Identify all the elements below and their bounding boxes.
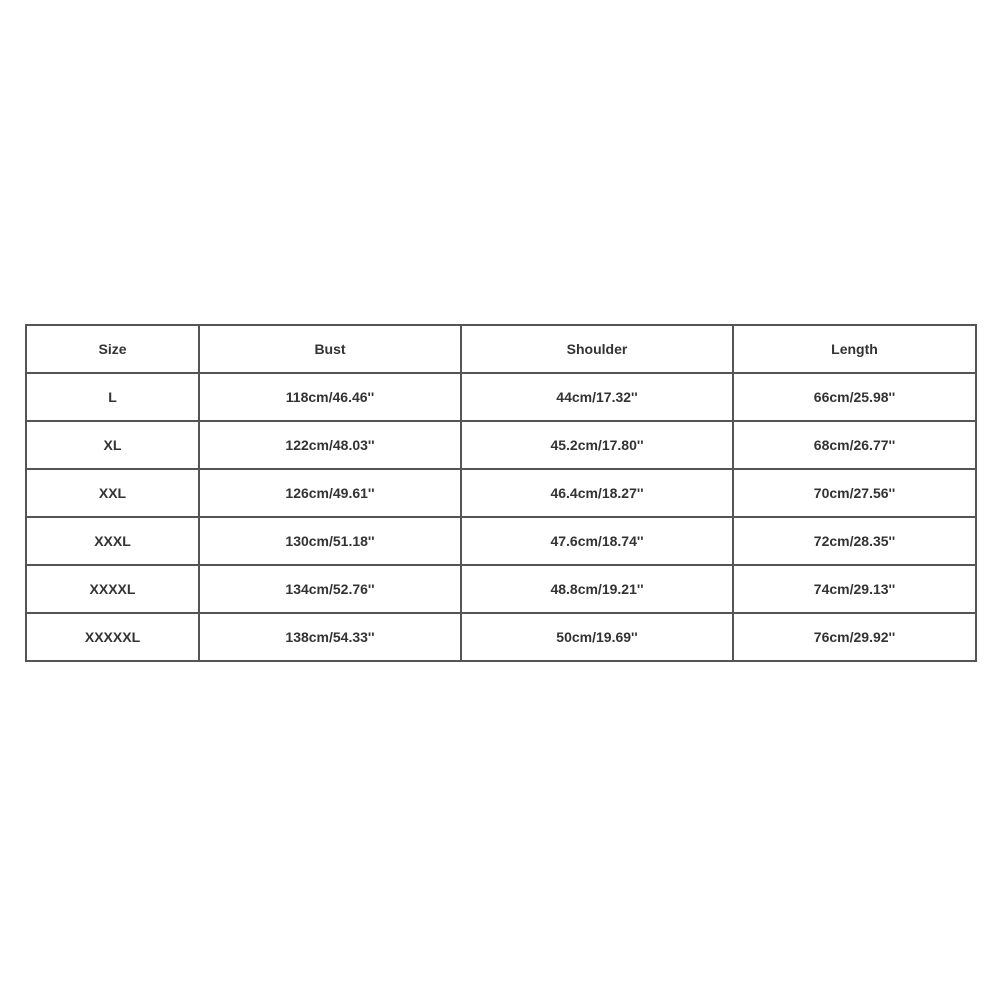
cell-bust: 138cm/54.33'' bbox=[199, 613, 461, 661]
cell-shoulder: 47.6cm/18.74'' bbox=[461, 517, 733, 565]
cell-size: XXL bbox=[26, 469, 199, 517]
cell-size: XL bbox=[26, 421, 199, 469]
header-size: Size bbox=[26, 325, 199, 373]
cell-bust: 118cm/46.46'' bbox=[199, 373, 461, 421]
table-row bbox=[26, 613, 976, 661]
cell-bust: 122cm/48.03'' bbox=[199, 421, 461, 469]
cell-length: 70cm/27.56'' bbox=[733, 469, 976, 517]
header-row bbox=[26, 325, 976, 373]
cell-shoulder: 46.4cm/18.27'' bbox=[461, 469, 733, 517]
table-row bbox=[26, 469, 976, 517]
cell-bust: 134cm/52.76'' bbox=[199, 565, 461, 613]
table-header bbox=[26, 325, 976, 373]
cell-bust: 130cm/51.18'' bbox=[199, 517, 461, 565]
table-row bbox=[26, 373, 976, 421]
cell-shoulder: 45.2cm/17.80'' bbox=[461, 421, 733, 469]
cell-length: 74cm/29.13'' bbox=[733, 565, 976, 613]
cell-size: XXXXXL bbox=[26, 613, 199, 661]
cell-shoulder: 48.8cm/19.21'' bbox=[461, 565, 733, 613]
cell-size: L bbox=[26, 373, 199, 421]
cell-length: 66cm/25.98'' bbox=[733, 373, 976, 421]
cell-length: 68cm/26.77'' bbox=[733, 421, 976, 469]
header-length: Length bbox=[733, 325, 976, 373]
cell-shoulder: 50cm/19.69'' bbox=[461, 613, 733, 661]
cell-length: 72cm/28.35'' bbox=[733, 517, 976, 565]
cell-length: 76cm/29.92'' bbox=[733, 613, 976, 661]
table-row bbox=[26, 517, 976, 565]
table-row bbox=[26, 421, 976, 469]
size-chart-table bbox=[25, 324, 977, 662]
table-row bbox=[26, 565, 976, 613]
header-shoulder: Shoulder bbox=[461, 325, 733, 373]
cell-size: XXXL bbox=[26, 517, 199, 565]
cell-shoulder: 44cm/17.32'' bbox=[461, 373, 733, 421]
table-body bbox=[26, 373, 976, 661]
cell-size: XXXXL bbox=[26, 565, 199, 613]
cell-bust: 126cm/49.61'' bbox=[199, 469, 461, 517]
header-bust: Bust bbox=[199, 325, 461, 373]
